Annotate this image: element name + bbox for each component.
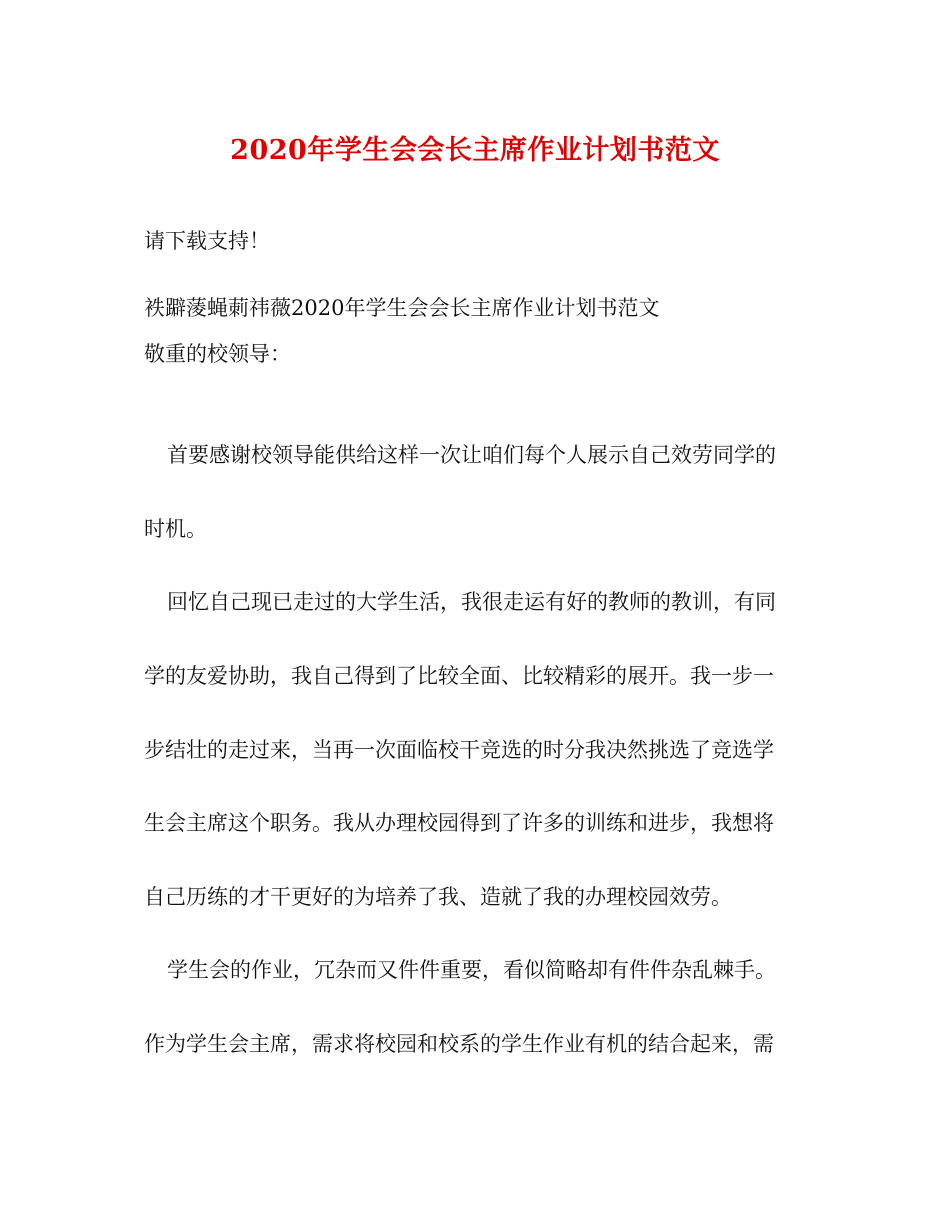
paragraph-2-line-3: 步结壮的走过来，当再一次面临校干竞选的时分我决然挑选了竞选学 <box>144 738 774 762</box>
paragraph-2-line-1: 回忆自己现已走过的大学生活，我很走运有好的教师的教训，有同 <box>167 590 776 614</box>
paragraph-1-line-1: 首要感谢校领导能供给这样一次让咱们每个人展示自己效劳同学的 <box>167 443 776 467</box>
document-title: 2020年学生会会长主席作业计划书范文 <box>230 135 720 166</box>
line-download-note: 请下载支持！ <box>144 229 270 253</box>
paragraph-2-line-5: 自己历练的才干更好的为培养了我、造就了我的办理校园效劳。 <box>144 885 732 909</box>
paragraph-2-line-4: 生会主席这个职务。我从办理校园得到了许多的训练和进步，我想将 <box>144 811 774 835</box>
paragraph-1-line-2: 时机。 <box>144 517 207 541</box>
paragraph-2-line-2: 学的友爱协助，我自己得到了比较全面、比较精彩的展开。我一步一 <box>144 664 774 688</box>
paragraph-3-line-1: 学生会的作业，冗杂而又件件重要，看似简略却有件件杂乱棘手。 <box>167 958 776 982</box>
line-salutation: 敬重的校领导： <box>144 342 291 366</box>
paragraph-3-line-2: 作为学生会主席，需求将校园和校系的学生作业有机的结合起来，需 <box>144 1032 774 1056</box>
line-subtitle: 袟躃蔆蝇莿祎薇2020年学生会会长主席作业计划书范文 <box>144 296 660 320</box>
